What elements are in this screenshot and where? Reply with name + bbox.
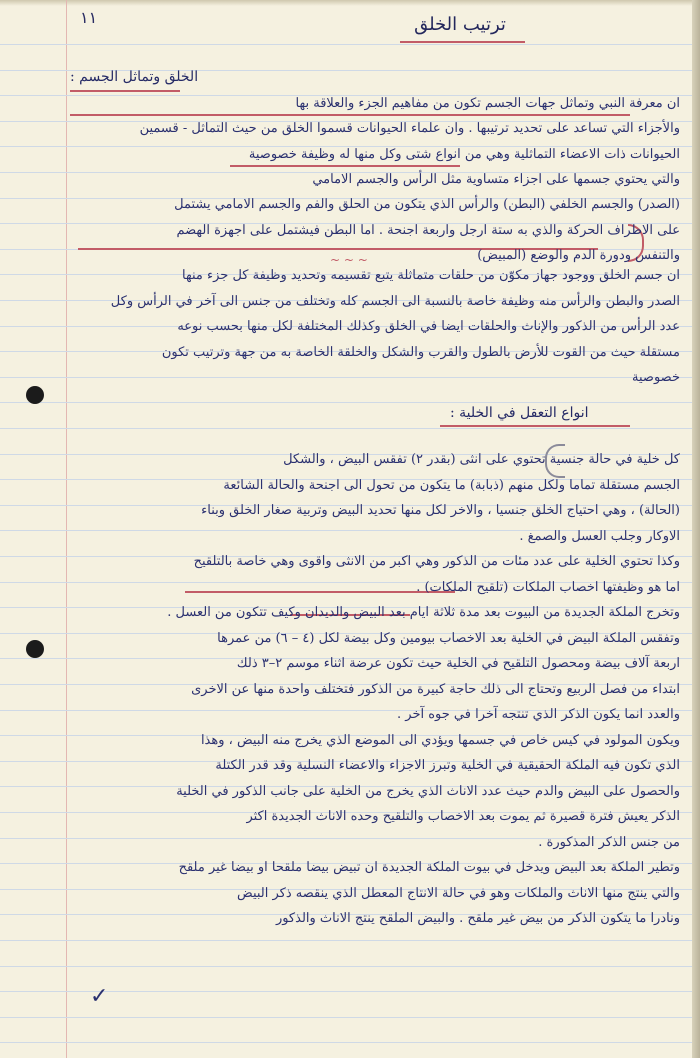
ruled-line [0, 44, 692, 45]
ruled-line [0, 428, 692, 429]
page-number: ١١ [80, 8, 98, 27]
text-line: وتفقس الملكة البيض في الخلية بعد الاخصاب بيومين وكل بيضة لكل (٤ – ٦) من عمرها [217, 630, 680, 646]
text-line: مستقلة حيث من القوت للأرض بالطول والقرب والشكل والخلقة الخاصة به من جهة وترتيب تكون [161, 344, 680, 360]
ruled-line [0, 966, 692, 967]
heading-underline-1 [70, 90, 180, 92]
text-line: والتي ينتج منها الاناث والملكات وهو في حالة الانتاج المعطل الذي ينقصه ذكر البيض [237, 885, 680, 901]
text-line: من جنس الذكر المذكورة . [538, 834, 680, 850]
underline-para1-line3 [230, 165, 460, 167]
text-line: ان جسم الخلق ووجود جهاز مكوّن من حلقات متماثلة يتبع تقسيمه وتحديد وظيفة كل جزء منها [182, 268, 680, 283]
text-line: والعدد انما يكون الذكر الذي تنتجه آخرا في جوه آخر . [397, 707, 680, 722]
text-line: الجسم مستقلة تماما ولكل منهم (ذبابة) ما يتكون من تحول الى اجنحة والحالة الشائعة [223, 477, 680, 493]
section-heading-symmetry: الخلق وتماثل الجسم : [70, 69, 199, 85]
text-line: الحيوانات ذات الاعضاء التماثلية وهي من انواع شتى وكل منها له وظيفة خصوصية [248, 146, 680, 162]
text-line: اما هو وظيفتها اخصاب الملكات (تلقيح الملكات) . [416, 579, 680, 595]
text-line: ابتداء من فصل الربيع وتحتاج الى ذلك حاجة كبيرة من الذكور فتختلف واحدة منها عن الاخرى [191, 681, 680, 697]
text-line: (الحالة) ، وهي احتياج الخلق جنسيا ، والاخر لكل منها تحديد البيض وتربية صغار الخلق وبناء [201, 503, 680, 518]
text-line: ونادرا ما يتكون الذكر من بيض غير ملقح . والبيض الملقح ينتج الاناث والذكور [275, 911, 680, 926]
ruled-line [0, 1042, 692, 1043]
text-line: الاوكار وجلب العسل والصمغ . [519, 528, 680, 544]
punch-hole-top [26, 386, 44, 404]
text-line: والأجزاء التي تساعد على تحديد ترتيبها . وان علماء الحيوانات قسموا الخلق من حيث التماثل - قسمين [139, 121, 680, 137]
text-line: خصوصية [632, 370, 680, 386]
text-line: عدد الرأس من الذكور والإناث والحلقات ايضا في الخلق وكذلك المختلفة لكل منها بحسب نوعه [177, 319, 680, 335]
page-title: ترتيب الخلق [414, 14, 506, 35]
check-mark-icon: ✓ [90, 984, 109, 1009]
heading-underline-2 [440, 425, 630, 427]
text-line: وتخرج الملكة الجديدة من البيوت بعد مدة ثلاثة ايام بعد البيض والديدان وكيف تتكون من العسل . [167, 605, 680, 620]
ruled-line [0, 940, 692, 941]
paper-top-edge [0, 0, 700, 6]
text-line: وكذا تحتوي الخلية على عدد مئات من الذكور وهي اكبر من الانثى واقوى وهي خاصة بالتلقيح [193, 554, 680, 569]
section-heading-cell-types: انواع التعقل في الخلية : [450, 405, 589, 421]
text-line: والحصول على البيض والدم حيث عدد الاناث الذي يخرج من الخلية على جانب الذكور في الخلية [176, 783, 680, 799]
text-line: كل خلية في حالة جنسية تحتوي على انثى (بقدر ٢) تفقس البيض ، والشكل [283, 452, 680, 467]
punch-hole-bottom [26, 640, 44, 658]
ruled-line [0, 402, 692, 403]
underline-para1-line1 [70, 114, 630, 116]
text-line: وتطير الملكة بعد البيض ويدخل في بيوت الملكة الجديدة ان تبيض بيضا ملقحا او بيضا غير ملقح [178, 860, 680, 875]
text-line: ويكون المولود في كيس خاص في جسمها ويؤدي الى الموضع الذي يخرج منه البيض ، وهذا [200, 732, 680, 748]
text-line: الذكر يعيش فترة قصيرة ثم يموت بعد الاخصاب والتلقيح وحده الاناث الجديدة اكثر [246, 809, 680, 824]
text-line: (الصدر) والجسم الخلفي (البطن) والرأس الذي يتكون من الحلق والفم والجسم الامامي يشتمل [174, 197, 680, 213]
text-line: الصدر والبطن والرأس منه وظيفة خاصة بالنسبة الى الجسم كله وتختلف من جنس الى آخر في الرأس وكل [110, 293, 680, 309]
title-underline [400, 41, 525, 43]
text-line: اربعة آلاف بيضة ومحصول التلقيح في الخلية حيث تكون عرضة اثناء موسم ٢–٣ ذلك [236, 656, 680, 671]
text-line: والتنفس ودورة الدم والوضع (المبيض) [477, 247, 680, 263]
ruled-line [0, 1017, 692, 1018]
text-line: والتي يحتوي جسمها على اجزاء متساوية مثل الرأس والجسم الامامي [312, 171, 680, 187]
text-line: ان معرفة النبي وتماثل جهات الجسم تكون من مفاهيم الجزء والعلاقة بها [295, 96, 680, 111]
red-annotation-mark: ~ ~ ~ [330, 253, 368, 267]
text-line: على الاطراف الحركة والذي به ستة ارجل واربعة اجنحة . اما البطن فيشتمل على اجهزة الهضم [176, 222, 680, 238]
paper-right-edge [692, 0, 700, 1058]
text-line: الذي تكون فيه الملكة الحقيقية في الخلية وتبرز الاجزاء والاعضاء النسلية وقد قدر الكتلة [215, 758, 680, 773]
